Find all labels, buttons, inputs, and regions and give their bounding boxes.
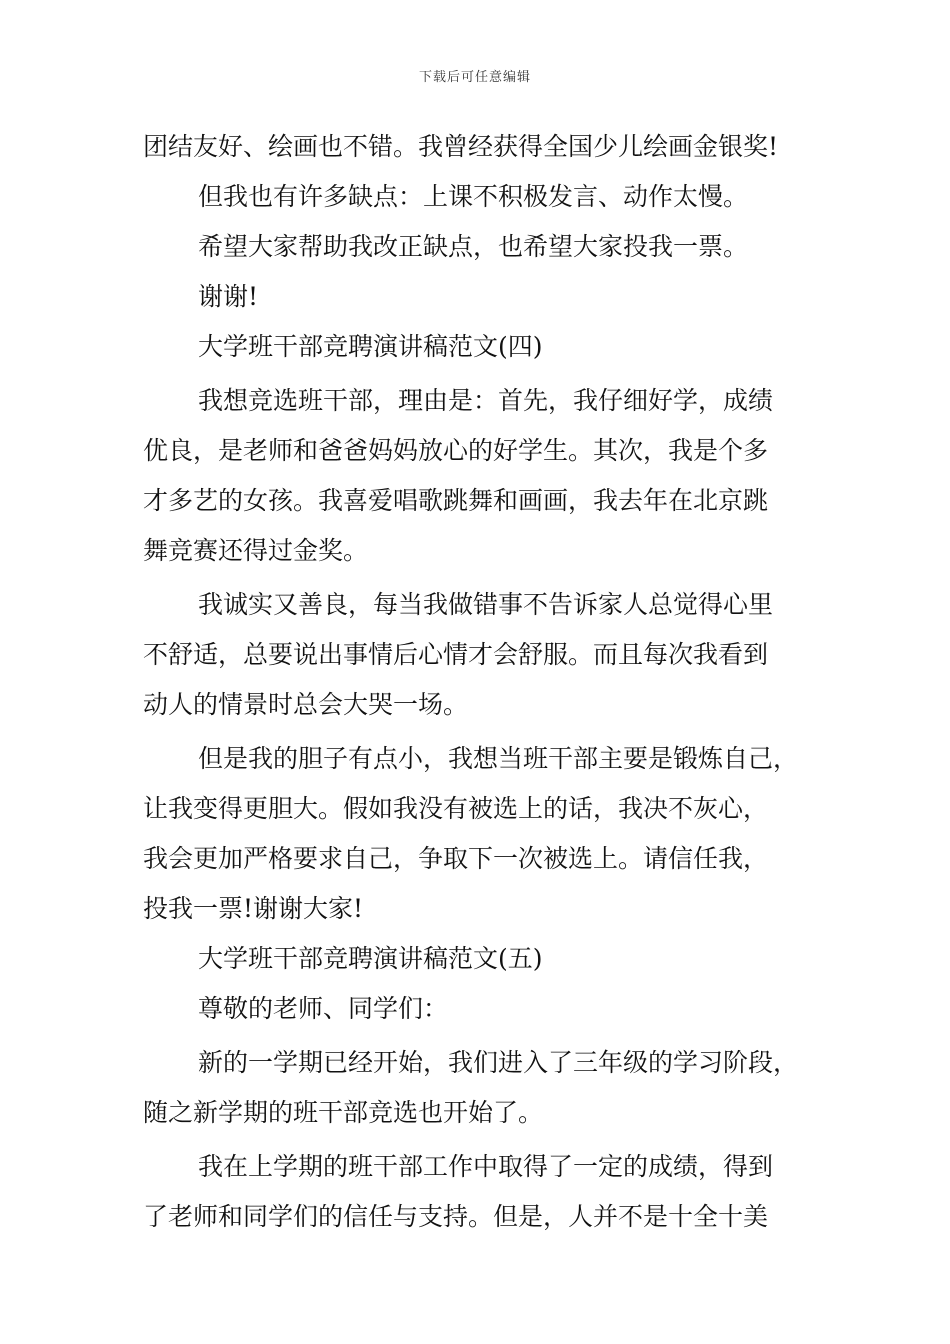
text-line: 随之新学期的班干部竞选也开始了。 <box>143 1098 544 1127</box>
text-line: 投我一票!谢谢大家! <box>143 894 364 923</box>
text-line: 我在上学期的班干部工作中取得了一定的成绩，得到 <box>198 1152 774 1181</box>
text-line: 让我变得更胆大。假如我没有被选上的话，我决不灰心， <box>143 794 769 823</box>
text-line: 新的一学期已经开始，我们进入了三年级的学习阶段， <box>198 1048 799 1077</box>
section-heading: 大学班干部竞聘演讲稿范文(四) <box>198 332 543 361</box>
text-line: 才多艺的女孩。我喜爱唱歌跳舞和画画，我去年在北京跳 <box>143 486 769 515</box>
text-line: 希望大家帮助我改正缺点，也希望大家投我一票。 <box>198 232 749 261</box>
text-line: 舞竞赛还得过金奖。 <box>143 536 369 565</box>
section-heading: 大学班干部竞聘演讲稿范文(五) <box>198 944 543 973</box>
page-header: 下载后可任意编辑 <box>418 70 531 85</box>
text-line: 我诚实又善良，每当我做错事不告诉家人总觉得心里 <box>198 590 774 619</box>
text-line: 但是我的胆子有点小，我想当班干部主要是锻炼自己， <box>198 744 799 773</box>
text-line: 不舒适，总要说出事情后心情才会舒服。而且每次我看到 <box>143 640 769 669</box>
text-line: 我会更加严格要求自己，争取下一次被选上。请信任我， <box>143 844 769 873</box>
text-line: 团结友好、绘画也不错。我曾经获得全国少儿绘画金银奖! <box>143 132 779 161</box>
text-line: 了老师和同学们的信任与支持。但是，人并不是十全十美 <box>143 1202 769 1231</box>
text-line: 优良，是老师和爸爸妈妈放心的好学生。其次，我是个多 <box>143 436 769 465</box>
text-line: 尊敬的老师、同学们： <box>198 994 449 1023</box>
text-line: 动人的情景时总会大哭一场。 <box>143 690 469 719</box>
document-body <box>143 122 823 1242</box>
text-line: 我想竞选班干部，理由是：首先，我仔细好学，成绩 <box>198 386 774 415</box>
text-line: 但我也有许多缺点：上课不积极发言、动作太慢。 <box>198 182 749 211</box>
text-line: 谢谢! <box>198 282 259 311</box>
